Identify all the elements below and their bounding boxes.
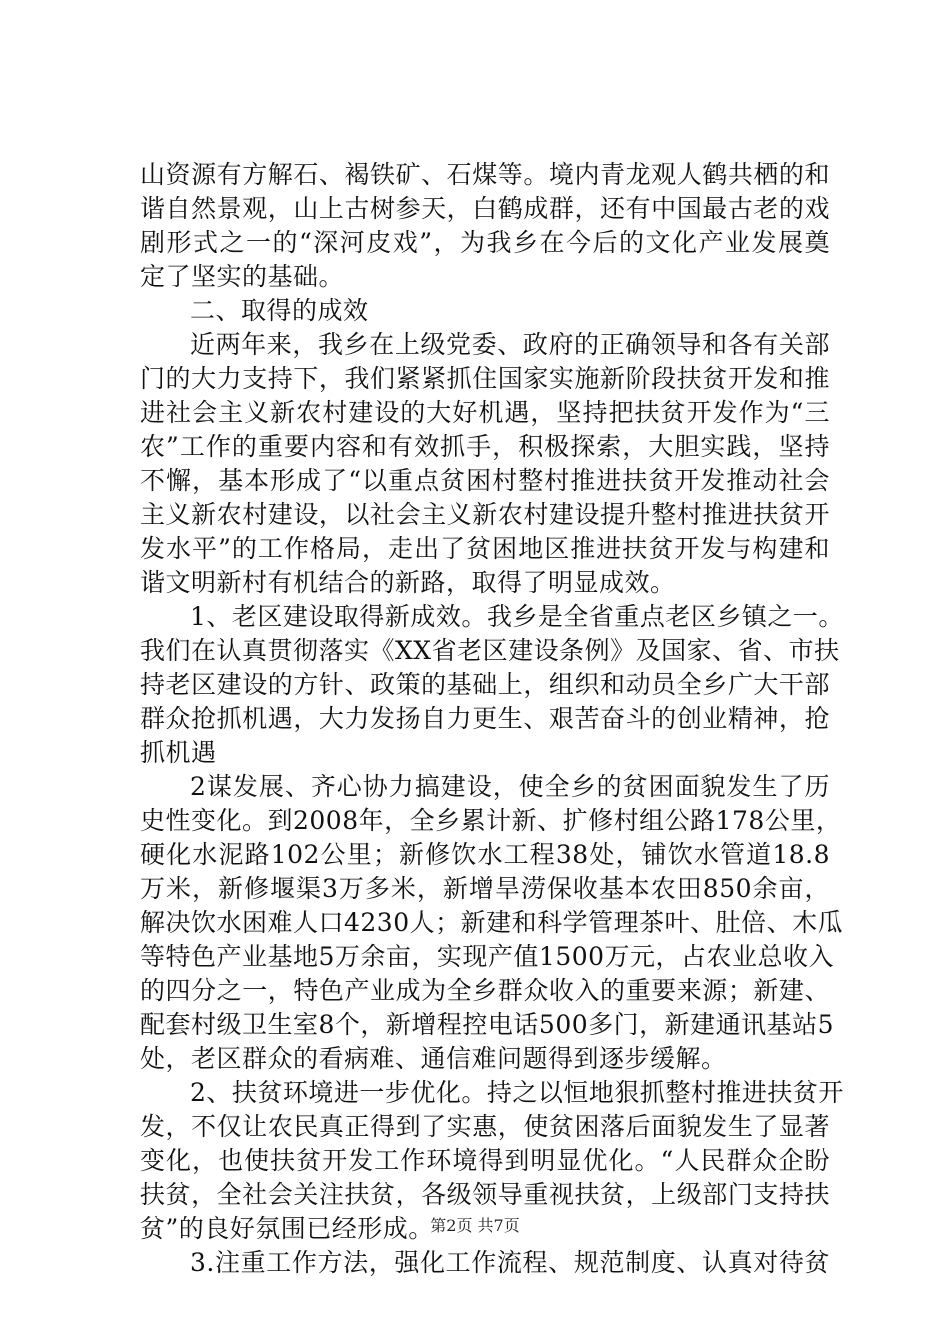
text-line: 史性变化。到2008年，全乡累计新、扩修村组公路178公里， bbox=[140, 806, 842, 835]
text-line: 硬化水泥路102公里；新修饮水工程38处，铺饮水管道18.8 bbox=[140, 840, 830, 869]
text-line: 处，老区群众的看病难、通信难问题得到逐步缓解。 bbox=[140, 1044, 727, 1073]
text-line: 发水平”的工作格局，走出了贫困地区推进扶贫开发与构建和 bbox=[140, 534, 830, 563]
text-line: 2谋发展、齐心协力搞建设，使全乡的贫困面貌发生了历 bbox=[190, 772, 830, 801]
text-line: 农”工作的重要内容和有效抓手，积极探索，大胆实践，坚持 bbox=[140, 432, 830, 461]
text-line: 3.注重工作方法，强化工作流程、规范制度、认真对待贫 bbox=[190, 1248, 830, 1277]
text-line: 解决饮水困难人口4230人；新建和科学管理茶叶、肚倍、木瓜 bbox=[140, 908, 844, 937]
text-line: 2、扶贫环境进一步优化。持之以恒地狠抓整村推进扶贫开 bbox=[190, 1078, 844, 1107]
text-line: 贫”的良好氛围已经形成。 bbox=[140, 1214, 434, 1243]
text-line: 近两年来，我乡在上级党委、政府的正确领导和各有关部 bbox=[190, 330, 830, 359]
text-line: 谐文明新村有机结合的新路，取得了明显成效。 bbox=[140, 568, 676, 597]
text-line: 配套村级卫生室8个，新增程控电话500多门，新建通讯基站5 bbox=[140, 1010, 835, 1039]
text-line: 的四分之一，特色产业成为全乡群众收入的重要来源；新建、 bbox=[140, 976, 830, 1005]
text-line: 抓机遇 bbox=[140, 738, 217, 767]
text-line: 进社会主义新农村建设的大好机遇，坚持把扶贫开发作为“三 bbox=[140, 398, 830, 427]
text-line: 不懈，基本形成了“以重点贫困村整村推进扶贫开发推动社会 bbox=[140, 466, 830, 495]
page-footer bbox=[0, 1216, 950, 1236]
page-number-label: 第2页 共7页 bbox=[430, 1216, 520, 1235]
text-line: 剧形式之一的“深河皮戏”，为我乡在今后的文化产业发展奠 bbox=[140, 228, 830, 257]
text-line: 发，不仅让农民真正得到了实惠，使贫困落后面貌发生了显著 bbox=[140, 1112, 830, 1141]
text-line: 主义新农村建设，以社会主义新农村建设提升整村推进扶贫开 bbox=[140, 500, 830, 529]
text-line: 等特色产业基地5万余亩，实现产值1500万元，占农业总收入 bbox=[140, 942, 835, 971]
text-line: 谐自然景观，山上古树参天，白鹤成群，还有中国最古老的戏 bbox=[140, 194, 830, 223]
text-line: 定了坚实的基础。 bbox=[140, 262, 345, 291]
text-line: 我们在认真贯彻落实《XX省老区建设条例》及国家、省、市扶 bbox=[140, 636, 840, 665]
text-line: 持老区建设的方针、政策的基础上，组织和动员全乡广大干部 bbox=[140, 670, 830, 699]
text-line: 山资源有方解石、褐铁矿、石煤等。境内青龙观人鹤共栖的和 bbox=[140, 160, 830, 189]
text-line: 万米，新修堰渠3万多米，新增旱涝保收基本农田850余亩， bbox=[140, 874, 830, 903]
text-line: 扶贫，全社会关注扶贫，各级领导重视扶贫，上级部门支持扶 bbox=[140, 1180, 830, 1209]
text-line: 二、取得的成效 bbox=[190, 296, 369, 325]
document-body bbox=[140, 158, 844, 1280]
text-line: 1、老区建设取得新成效。我乡是全省重点老区乡镇之一。 bbox=[190, 602, 844, 631]
text-line: 群众抢抓机遇，大力发扬自力更生、艰苦奋斗的创业精神，抢 bbox=[140, 704, 830, 733]
text-line: 门的大力支持下，我们紧紧抓住国家实施新阶段扶贫开发和推 bbox=[140, 364, 830, 393]
text-line: 变化，也使扶贫开发工作环境得到明显优化。“人民群众企盼 bbox=[140, 1146, 830, 1175]
